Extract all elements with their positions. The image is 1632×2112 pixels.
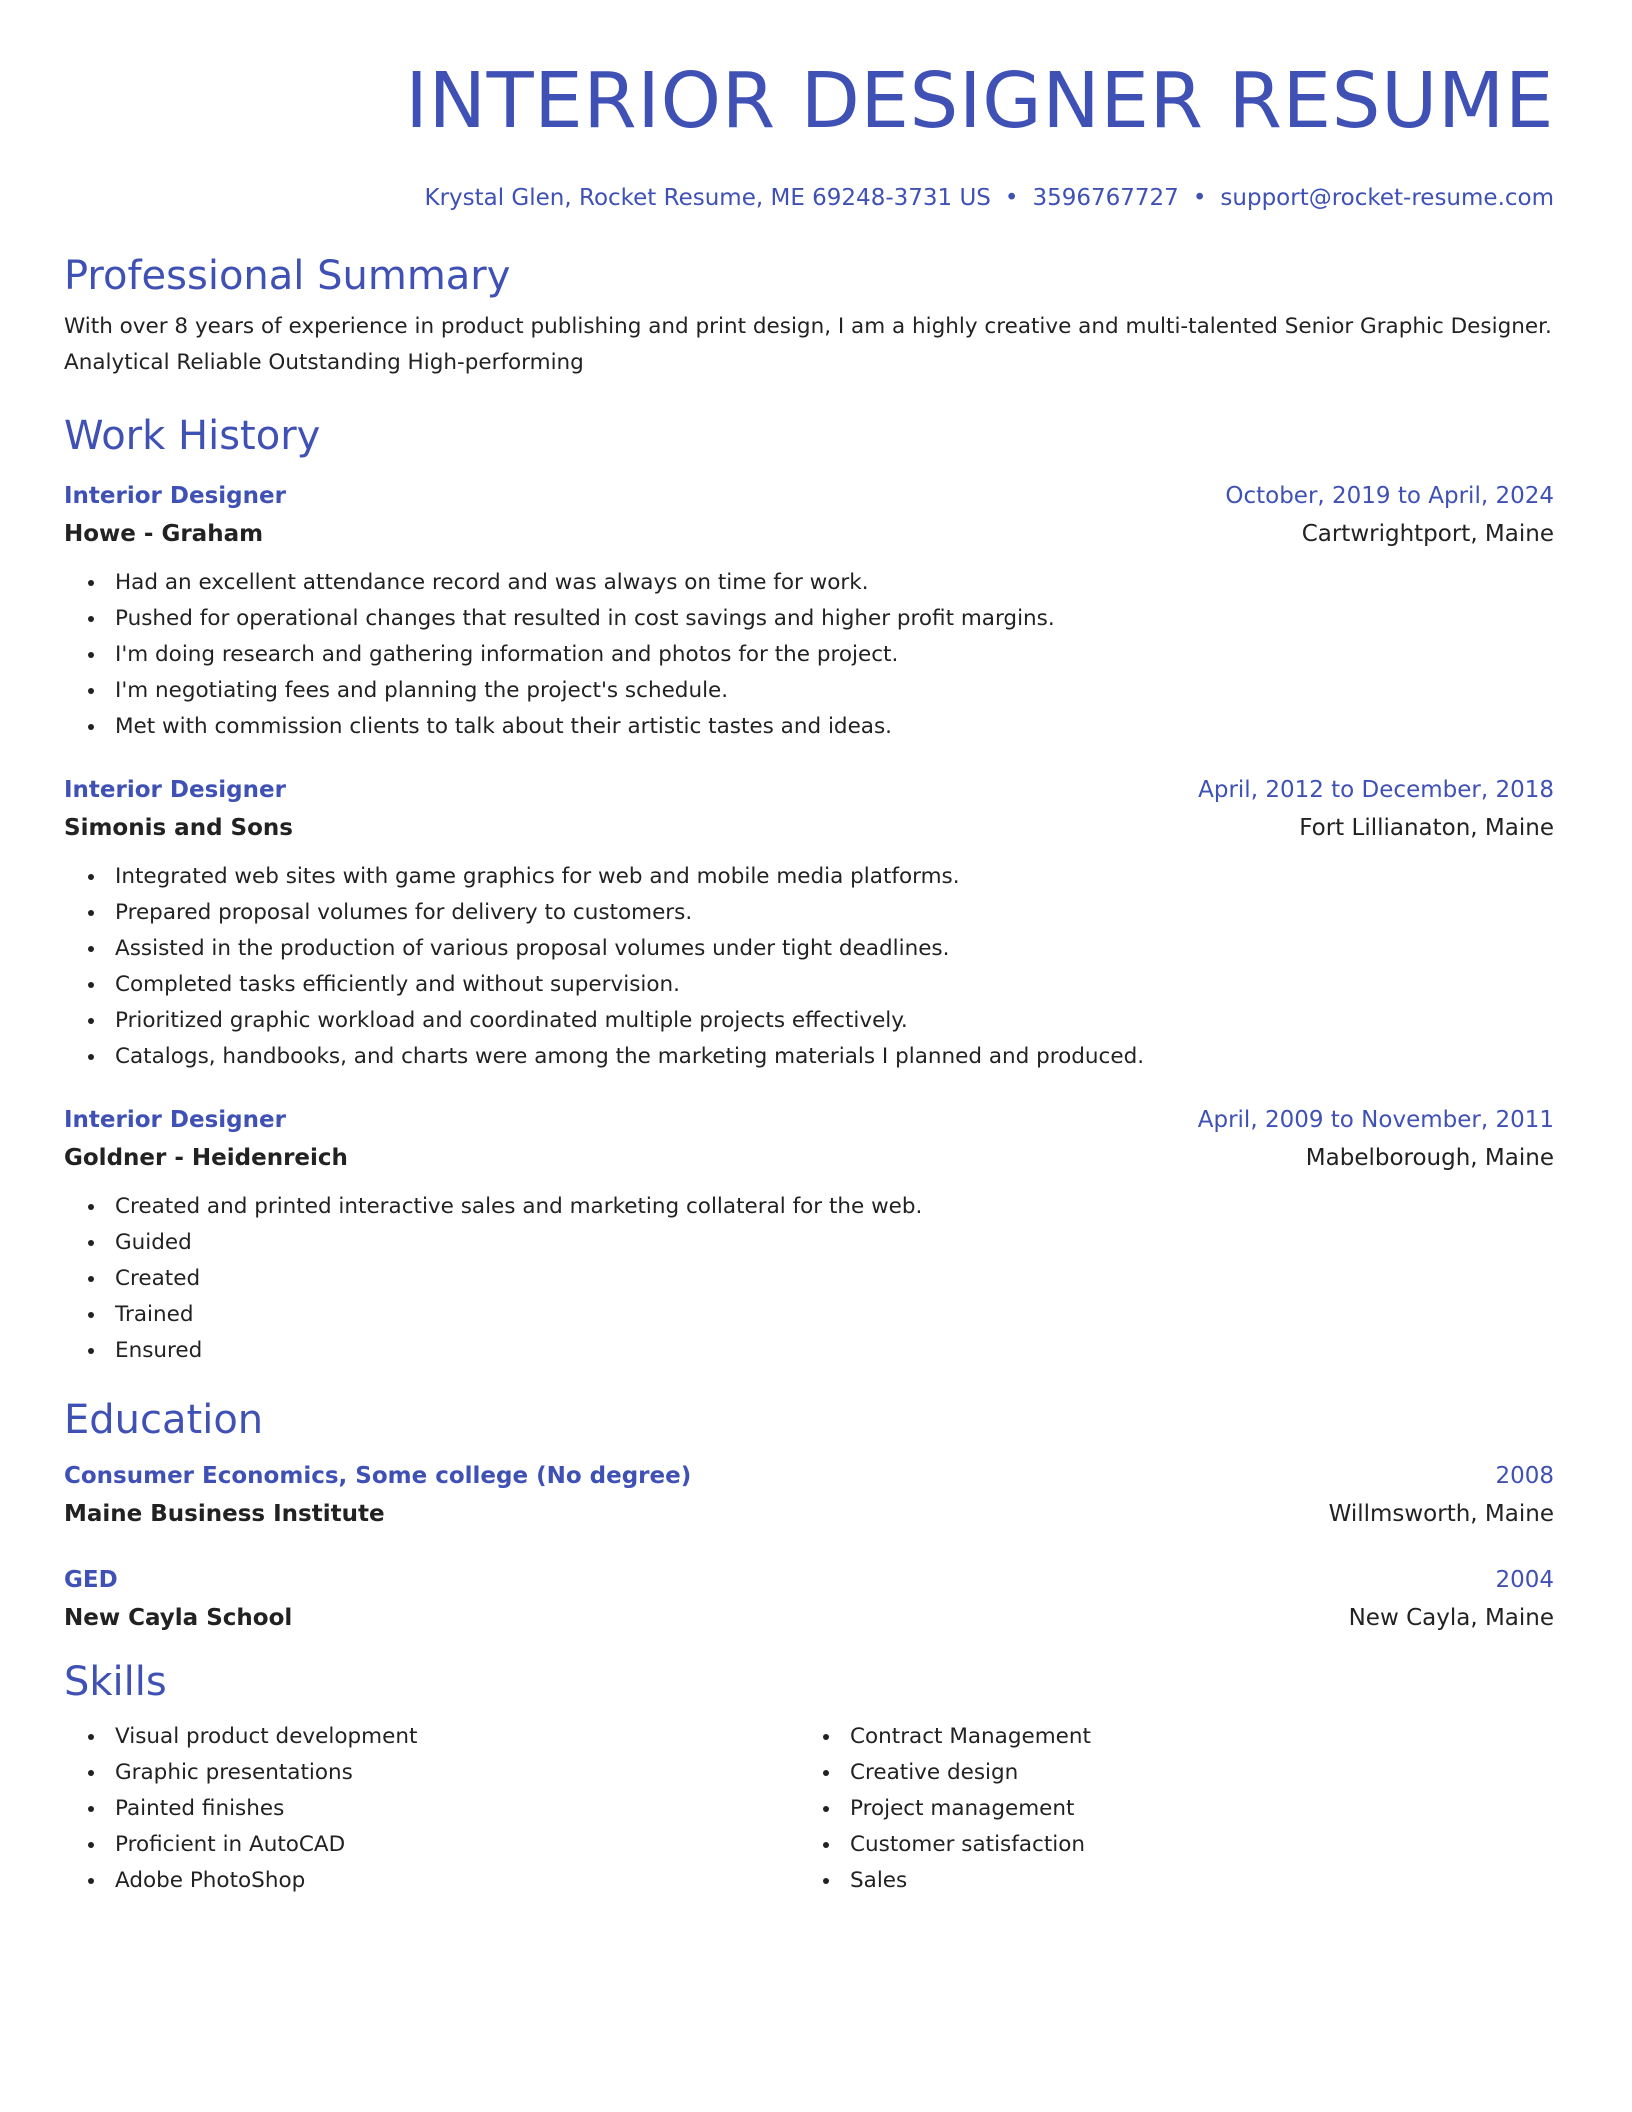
- job-bullet: • Met with commission clients to talk about their artistic tastes and ideas.: [107, 709, 1554, 745]
- resume-page: [64, 0, 1554, 1899]
- education-degree: GED: [64, 1567, 118, 1593]
- job-bullet: • Guided: [107, 1225, 1554, 1261]
- skill-item: • Customer satisfaction: [842, 1827, 1534, 1863]
- job-bullet: • I'm negotiating fees and planning the project's schedule.: [107, 673, 1554, 709]
- job-company: Goldner - Heidenreich: [64, 1145, 348, 1171]
- education-entry: [64, 1561, 1554, 1637]
- job-bullet: • I'm doing research and gathering information and photos for the project.: [107, 637, 1554, 673]
- education-school: New Cayla School: [64, 1605, 293, 1631]
- job-bullet: • Trained: [107, 1297, 1554, 1333]
- job-title: Interior Designer: [64, 777, 286, 803]
- job-dates: April, 2012 to December, 2018: [1198, 777, 1554, 803]
- job-entry: [64, 1101, 1554, 1369]
- job-bullet: • Integrated web sites with game graphics for web and mobile media platforms.: [107, 859, 1554, 895]
- education-heading: Education: [64, 1397, 264, 1443]
- work-history-section: [64, 411, 1554, 1369]
- summary-heading: Professional Summary: [64, 253, 511, 299]
- job-bullet: • Prioritized graphic workload and coordinated multiple projects effectively.: [107, 1003, 1554, 1039]
- job-bullet: • Pushed for operational changes that resulted in cost savings and higher profit margins.: [107, 601, 1554, 637]
- skills-grid: [64, 1719, 1554, 1899]
- job-bullet: • Ensured: [107, 1333, 1554, 1369]
- education-location: Willmsworth, Maine: [1328, 1501, 1554, 1527]
- contact-separator: •: [1004, 185, 1019, 211]
- job-bullet: • Catalogs, handbooks, and charts were among the marketing materials I planned and produced.: [107, 1039, 1554, 1075]
- job-bullets: [64, 565, 1554, 745]
- skill-item: • Painted finishes: [107, 1791, 799, 1827]
- job-bullet: • Completed tasks efficiently and without supervision.: [107, 967, 1554, 1003]
- skill-item: • Adobe PhotoShop: [107, 1863, 799, 1899]
- job-title: Interior Designer: [64, 483, 286, 509]
- skills-section: [64, 1657, 1554, 1899]
- job-title: Interior Designer: [64, 1107, 286, 1133]
- job-entry: [64, 477, 1554, 745]
- contact-email: support@rocket-resume.com: [1220, 185, 1554, 211]
- job-bullet: • Had an excellent attendance record and was always on time for work.: [107, 565, 1554, 601]
- education-location: New Cayla, Maine: [1348, 1605, 1554, 1631]
- work-history-heading: Work History: [64, 413, 321, 459]
- job-location: Mabelborough, Maine: [1305, 1145, 1554, 1171]
- education-school: Maine Business Institute: [64, 1501, 385, 1527]
- skills-list: [799, 1719, 1534, 1899]
- education-entry: [64, 1457, 1554, 1533]
- skill-item: • Contract Management: [842, 1719, 1534, 1755]
- skill-item: • Visual product development: [107, 1719, 799, 1755]
- job-bullets: [64, 859, 1554, 1075]
- job-bullet: • Prepared proposal volumes for delivery to customers.: [107, 895, 1554, 931]
- skill-item: • Graphic presentations: [107, 1755, 799, 1791]
- job-company: Howe - Graham: [64, 521, 264, 547]
- job-dates: April, 2009 to November, 2011: [1197, 1107, 1554, 1133]
- summary-section: [64, 251, 1554, 381]
- job-entry: [64, 771, 1554, 1075]
- skills-heading: Skills: [64, 1659, 167, 1705]
- job-bullet: • Created and printed interactive sales and marketing collateral for the web.: [107, 1189, 1554, 1225]
- resume-title: INTERIOR DESIGNER RESUME: [405, 57, 1554, 146]
- job-dates: October, 2019 to April, 2024: [1225, 483, 1554, 509]
- contact-separator: •: [1192, 185, 1207, 211]
- education-year: 2008: [1495, 1463, 1554, 1489]
- education-degree: Consumer Economics, Some college (No degree): [64, 1463, 692, 1489]
- summary-text: With over 8 years of experience in product publishing and print design, I am a highly creative and multi-talented Senior Graphic Designer. Analytical Reliable Outstanding High-performing: [64, 314, 1552, 375]
- skills-list: [64, 1719, 799, 1899]
- skill-item: • Sales: [842, 1863, 1534, 1899]
- job-bullet: • Assisted in the production of various proposal volumes under tight deadlines.: [107, 931, 1554, 967]
- education-section: [64, 1395, 1554, 1637]
- contact-phone: 3596767727: [1032, 185, 1179, 211]
- contact-address: Krystal Glen, Rocket Resume, ME 69248-3731 US: [424, 185, 991, 211]
- skills-column-left: [64, 1719, 799, 1899]
- job-location: Fort Lillianaton, Maine: [1299, 815, 1554, 841]
- education-year: 2004: [1495, 1567, 1554, 1593]
- skill-item: • Project management: [842, 1791, 1534, 1827]
- job-location: Cartwrightport, Maine: [1301, 521, 1554, 547]
- job-bullet: • Created: [107, 1261, 1554, 1297]
- contact-line: [64, 183, 1554, 213]
- skill-item: • Proficient in AutoCAD: [107, 1827, 799, 1863]
- job-company: Simonis and Sons: [64, 815, 293, 841]
- job-bullets: [64, 1189, 1554, 1369]
- skill-item: • Creative design: [842, 1755, 1534, 1791]
- skills-column-right: [799, 1719, 1534, 1899]
